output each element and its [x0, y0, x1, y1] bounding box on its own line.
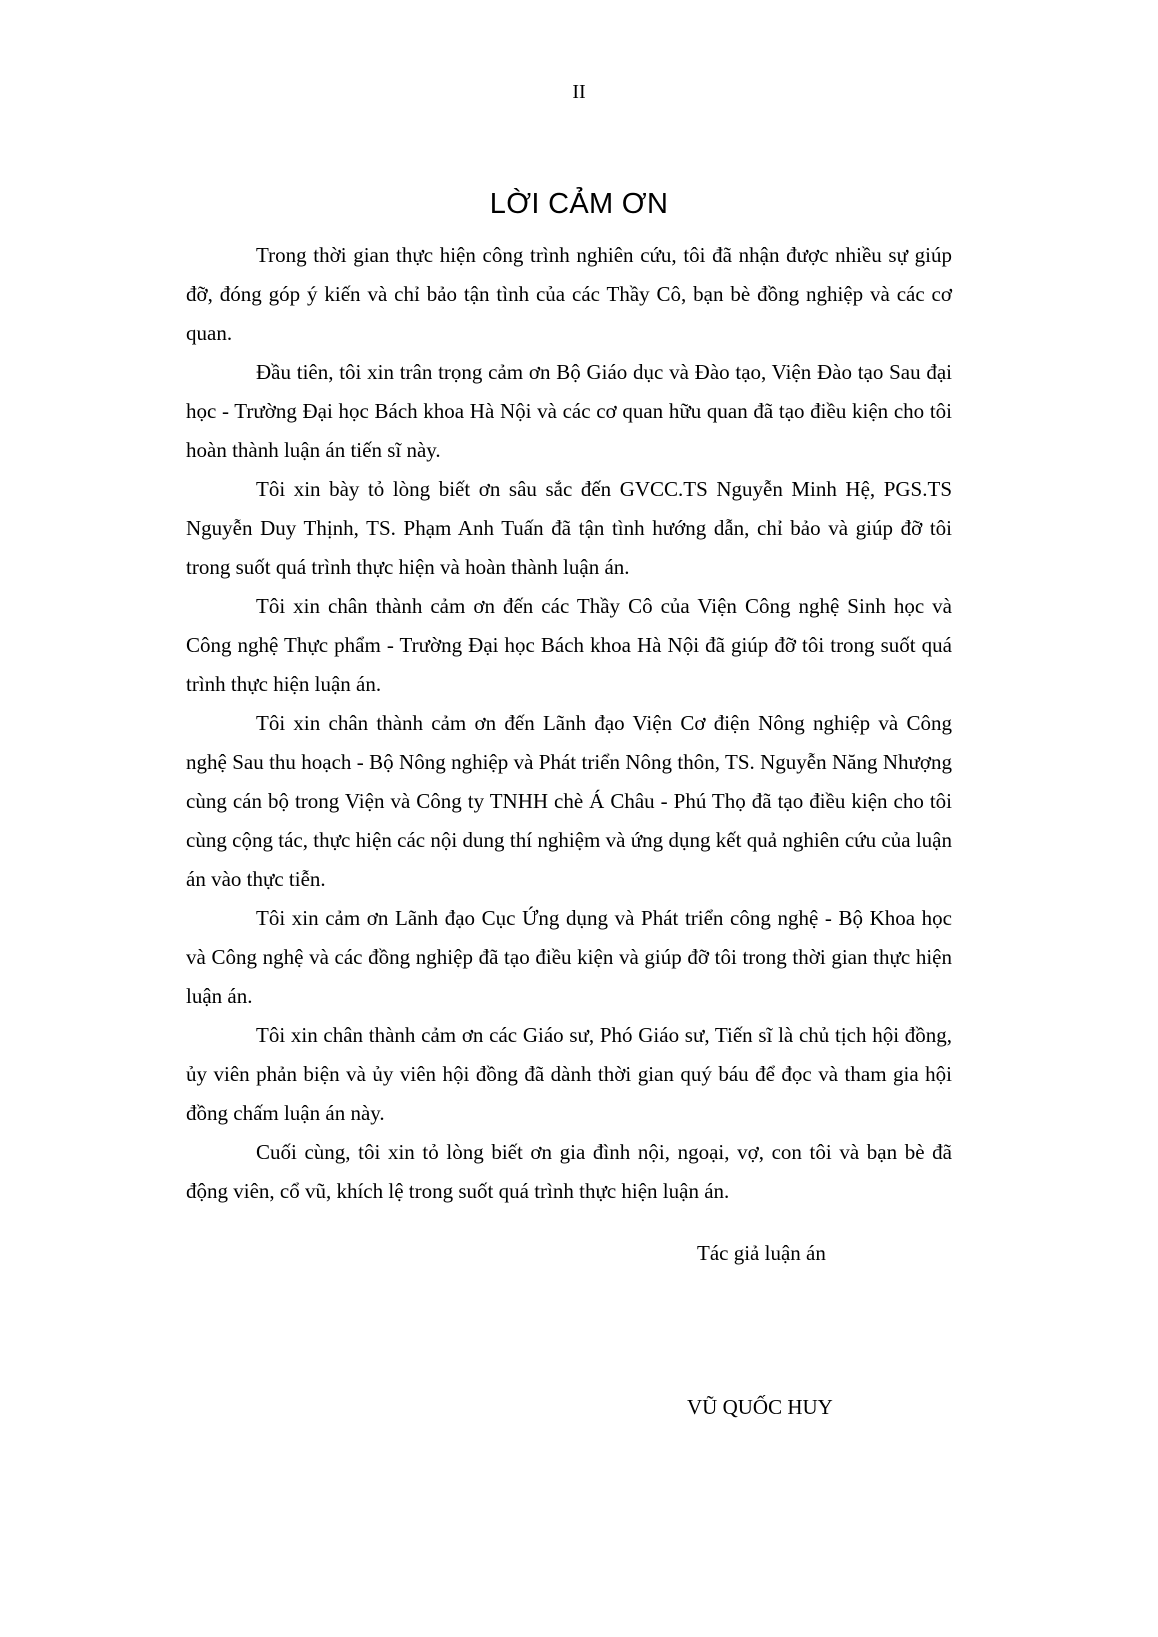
paragraph-institute-thanks: Tôi xin chân thành cảm ơn đến các Thầy Cô của Viện Công nghệ Sinh học và Công nghệ Thực phẩm - Trường Đại học Bách khoa Hà Nội đã giúp đỡ tôi trong suốt quá trình thực hiện luận án. — [186, 594, 952, 696]
paragraph-colleagues-thanks: Tôi xin cảm ơn Lãnh đạo Cục Ứng dụng và Phát triển công nghệ - Bộ Khoa học và Công nghệ và các đồng nghiệp đã tạo điều kiện và giúp đỡ tôi trong thời gian thực hiện luận án. — [186, 906, 952, 1008]
page-title: LỜI CẢM ƠN — [489, 188, 669, 220]
signature-role: Tác giả luận án — [697, 1241, 826, 1265]
paragraph-supervisors-thanks: Tôi xin bày tỏ lòng biết ơn sâu sắc đến GVCC.TS Nguyễn Minh Hệ, PGS.TS Nguyễn Duy Thịnh, TS. Phạm Anh Tuấn đã tận tình hướng dẫn, chỉ bảo và giúp đỡ tôi trong suốt quá trình thực hiện và hoàn thành luận án. — [186, 477, 952, 579]
acknowledgement-body — [186, 236, 952, 1211]
paragraph-intro: Trong thời gian thực hiện công trình nghiên cứu, tôi đã nhận được nhiều sự giúp đỡ, đóng góp ý kiến và chỉ bảo tận tình của các Thầy Cô, bạn bè đồng nghiệp và các cơ quan. — [186, 243, 952, 345]
paragraph-partners-thanks: Tôi xin chân thành cảm ơn đến Lãnh đạo Viện Cơ điện Nông nghiệp và Công nghệ Sau thu hoạch - Bộ Nông nghiệp và Phát triển Nông thôn, TS. Nguyễn Năng Nhượng cùng cán bộ trong Viện và Công ty TNHH chè Á Châu - Phú Thọ đã tạo điều kiện cho tôi cùng cộng tác, thực hiện các nội dung thí nghiệm và ứng dụng kết quả nghiên cứu của luận án vào thực tiễn. — [186, 711, 952, 891]
signature-name: VŨ QUỐC HUY — [687, 1395, 833, 1419]
paragraph-ministry-thanks: Đầu tiên, tôi xin trân trọng cảm ơn Bộ Giáo dục và Đào tạo, Viện Đào tạo Sau đại học - Trường Đại học Bách khoa Hà Nội và các cơ quan hữu quan đã tạo điều kiện cho tôi hoàn thành luận án tiến sĩ này. — [186, 360, 952, 462]
page-number: II — [572, 81, 586, 103]
paragraph-family-thanks: Cuối cùng, tôi xin tỏ lòng biết ơn gia đình nội, ngoại, vợ, con tôi và bạn bè đã động viên, cổ vũ, khích lệ trong suốt quá trình thực hiện luận án. — [186, 1140, 952, 1203]
paragraph-committee-thanks: Tôi xin chân thành cảm ơn các Giáo sư, Phó Giáo sư, Tiến sĩ là chủ tịch hội đồng, ủy viên phản biện và ủy viên hội đồng đã dành thời gian quý báu để đọc và tham gia hội đồng chấm luận án này. — [186, 1023, 952, 1125]
